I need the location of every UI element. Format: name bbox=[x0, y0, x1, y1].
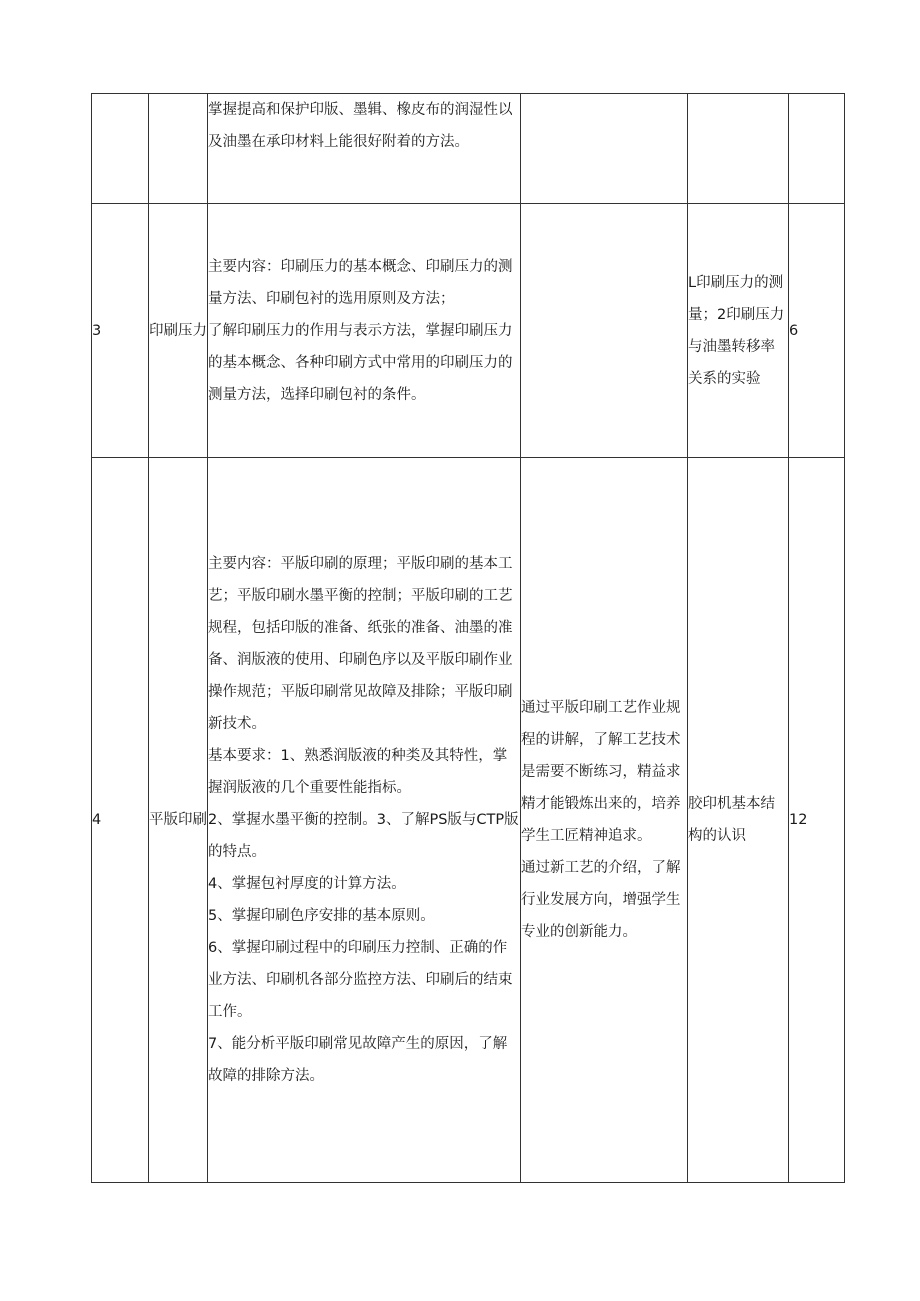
content-paragraph: 6、掌握印刷过程中的印刷压力控制、正确的作业方法、印刷机各部分监控方法、印刷后的结束工作。 bbox=[208, 940, 513, 1020]
ideology-paragraph: 通过平版印刷工艺作业规程的讲解，了解工艺技术是需要不断练习，精益求精才能锻炼出来的，培养学生工匠精神追求。 bbox=[521, 700, 681, 844]
ideology-paragraph: 通过新工艺的介绍，了解行业发展方向，增强学生专业的创新能力。 bbox=[521, 860, 681, 940]
ideology-cell bbox=[521, 94, 688, 204]
row-number bbox=[92, 94, 149, 204]
ideology-cell bbox=[521, 204, 688, 458]
content-paragraph: 4、掌握包衬厚度的计算方法。 bbox=[208, 876, 406, 892]
hours-cell bbox=[789, 94, 845, 204]
content-paragraph: 基本要求：1、熟悉润版液的种类及其特性，掌握润版液的几个重要性能指标。 bbox=[208, 748, 508, 796]
content-cell bbox=[208, 204, 521, 458]
content-paragraph: 掌握提高和保护印版、墨辑、橡皮布的润湿性以及油墨在承印材料上能很好附着的方法。 bbox=[208, 102, 513, 150]
experiment-cell: 胶印机基本结构的认识 bbox=[688, 458, 789, 1183]
table-row bbox=[92, 204, 845, 458]
hours-cell: 12 bbox=[789, 458, 845, 1183]
chapter-name: 平版印刷 bbox=[149, 458, 208, 1183]
row-number: 4 bbox=[92, 458, 149, 1183]
table-row bbox=[92, 458, 845, 1183]
content-paragraph: 2、掌握水墨平衡的控制。3、了解PS版与CTP版的特点。 bbox=[208, 812, 519, 860]
content-cell bbox=[208, 458, 521, 1183]
experiment-cell: L印刷压力的测量；2印刷压力与油墨转移率关系的实验 bbox=[688, 204, 789, 458]
content-paragraph: 主要内容：印刷压力的基本概念、印刷压力的测量方法、印刷包衬的选用原则及方法； bbox=[208, 258, 513, 307]
hours-cell: 6 bbox=[789, 204, 845, 458]
chapter-name bbox=[149, 94, 208, 204]
course-table bbox=[91, 93, 845, 1183]
content-paragraph: 主要内容：平版印刷的原理；平版印刷的基本工艺；平版印刷水墨平衡的控制；平版印刷的工艺规程，包括印版的准备、纸张的准备、油墨的准备、润版液的使用、印刷色序以及平版印刷作业操作规范；平版印刷常见故障及排除；平版印刷新技术。 bbox=[208, 556, 513, 732]
table-row bbox=[92, 94, 845, 204]
content-paragraph: 了解印刷压力的作用与表示方法，掌握印刷压力的基本概念、各种印刷方式中常用的印刷压力的测量方法，选择印刷包衬的条件。 bbox=[208, 322, 513, 403]
content-cell bbox=[208, 94, 521, 204]
ideology-cell bbox=[521, 458, 688, 1183]
chapter-name: 印刷压力 bbox=[149, 204, 208, 458]
content-paragraph: 5、掌握印刷色序安排的基本原则。 bbox=[208, 908, 435, 924]
content-paragraph: 7、能分析平版印刷常见故障产生的原因，了解故障的排除方法。 bbox=[208, 1036, 508, 1084]
row-number: 3 bbox=[92, 204, 149, 458]
experiment-cell bbox=[688, 94, 789, 204]
